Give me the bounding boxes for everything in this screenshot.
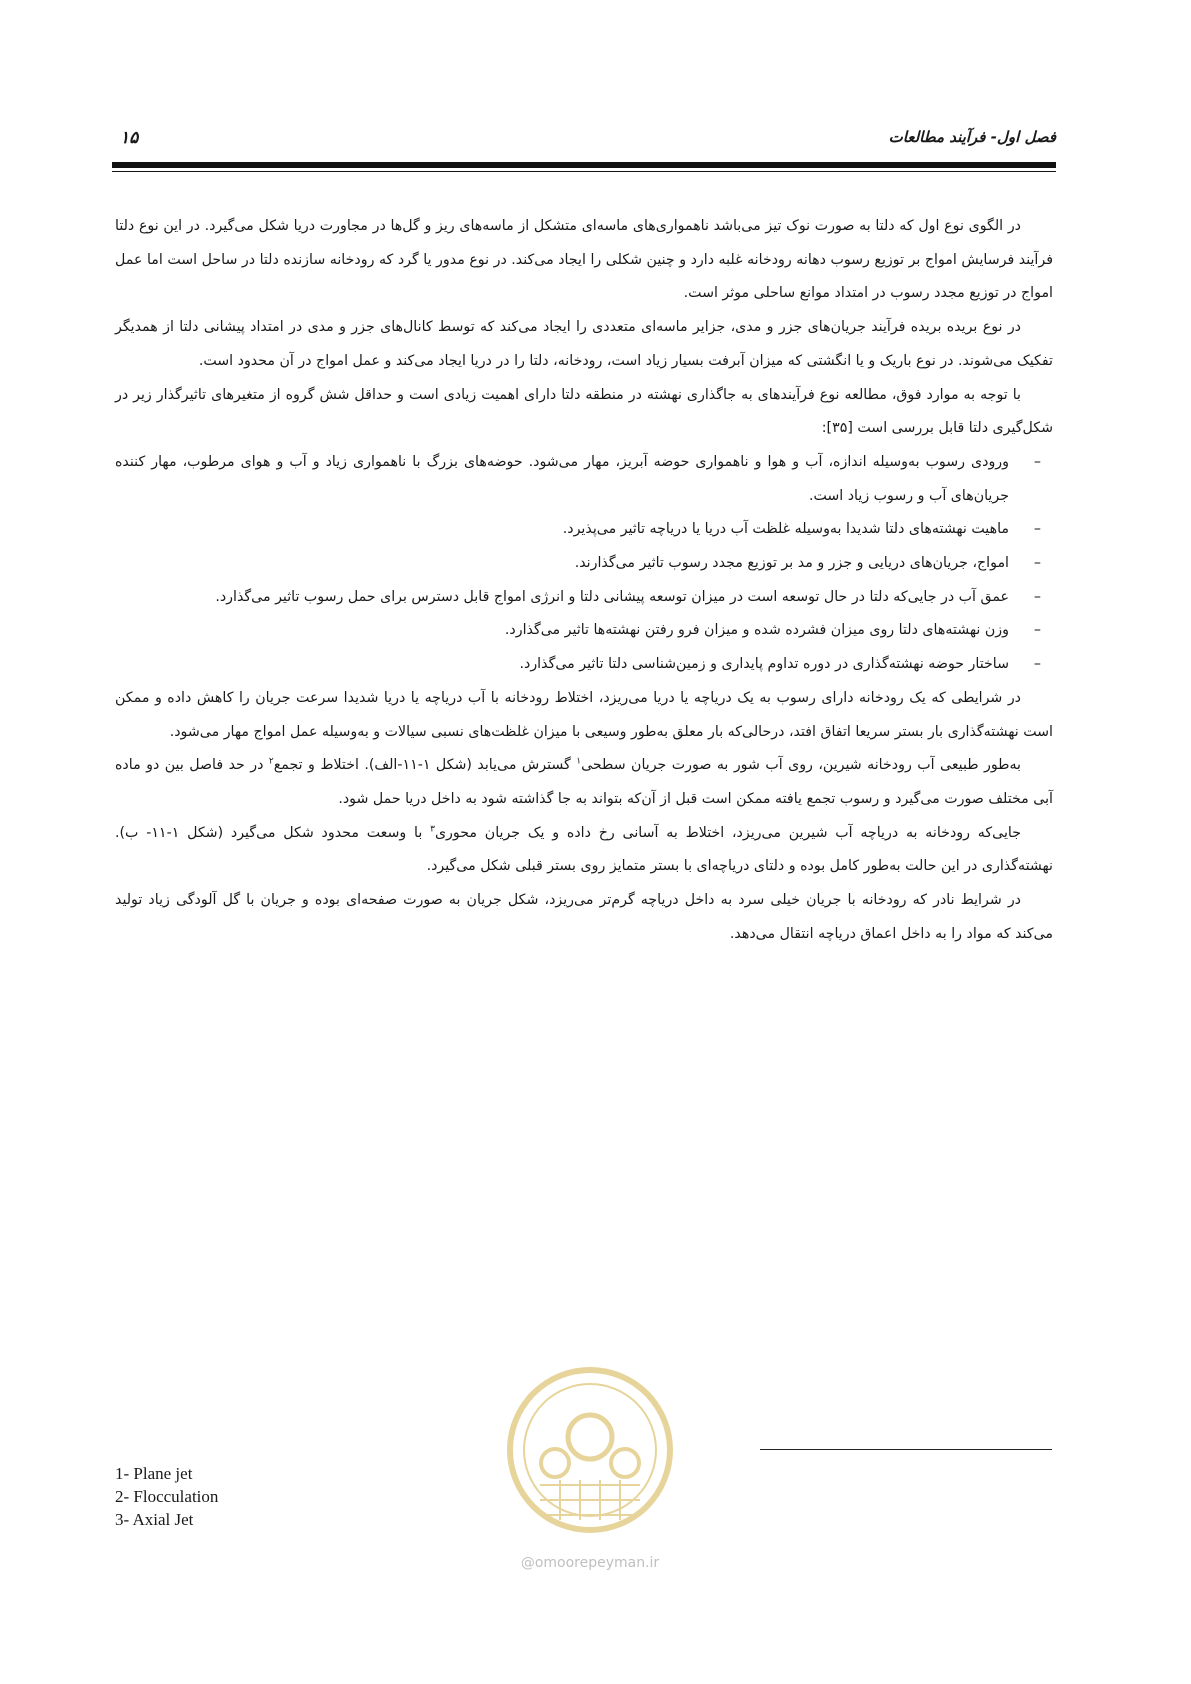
header-rule-thick	[112, 162, 1056, 168]
paragraph: در شرایط نادر که رودخانه با جریان خیلی سرد به داخل دریاچه گرم‌تر می‌ریزد، شکل جریان به صورت صفحه‌ای بوده و جریان با گل آلودگی زیاد تولید می‌کند که مواد را به داخل اعماق دریاچه انتقال می‌دهد.	[115, 892, 1053, 942]
footnote: 3- Axial Jet	[115, 1510, 194, 1529]
footnotes	[115, 1462, 218, 1531]
text-run: گسترش می‌یابد (شکل ۱-۱۱-الف). اختلاط و تجمع	[273, 757, 577, 774]
bullet-item	[115, 614, 1053, 648]
page-header	[112, 128, 1056, 164]
bullet-text: عمق آب در جایی‌که دلتا در حال توسعه است در میزان توسعه پیشانی دلتا و انرژی امواج قابل دسترس برای حمل رسوب تاثیر می‌گذارد.	[215, 588, 1009, 605]
bullet-item	[115, 648, 1053, 682]
paragraph: در نوع بریده بریده فرآیند جریان‌های جزر و مدی، جزایر ماسه‌ای متعددی را ایجاد می‌کند که توسط کانال‌های جزر و مدی در امتداد پیشانی دلتا از همدیگر تفکیک می‌شوند. در نوع باریک و یا انگشتی که میزان آبرفت بسیار زیاد است، رودخانه، دلتا را در دریا ایجاد می‌کند و عمل امواج در آن محدود است.	[115, 319, 1053, 369]
bullet-text: ورودی رسوب به‌وسیله اندازه، آب و هوا و ناهمواری حوضه آبریز، مهار می‌شود. حوضه‌های بزرگ با ناهمواری زیاد و آب و هوای مرطوب، مهار کننده جریان‌های آب و رسوب زیاد است.	[115, 453, 1009, 504]
bullet-text: وزن نهشته‌های دلتا روی میزان فشرده شده و میزان فرو رفتن نهشته‌ها تاثیر می‌گذارد.	[504, 622, 1009, 639]
text-run: با وسعت محدود شکل می‌گیرد (شکل ۱-۱۱- ب). نهشته‌گذاری در این حالت به‌طور کامل بوده و دلتای دریاچه‌ای با بستر متمایز روی بستر قبلی شکل می‌گیرد.	[115, 824, 1053, 875]
paragraph: در الگوی نوع اول که دلتا به صورت نوک تیز می‌باشد ناهمواری‌های ماسه‌ای متشکل از ماسه‌های ریز و گل‌ها در مجاورت دریا شکل می‌گیرد. در این نوع دلتا فرآیند فرسایش امواج بر توزیع رسوب دهانه رودخانه غلبه دارد و چنین شکلی را ایجاد می‌کند. در نوع مدور یا گرد که رودخانه سازنده دلتا در ساحل است اما عمل امواج در توزیع مجدد رسوب در امتداد موانع ساحلی موثر است.	[115, 218, 1053, 302]
footnote: 1- Plane jet	[115, 1464, 193, 1483]
dash-icon: –	[1033, 622, 1041, 639]
bullet-text: ساختار حوضه نهشته‌گذاری در دوره تداوم پایداری و زمین‌شناسی دلتا تاثیر می‌گذارد.	[519, 656, 1009, 673]
text-run: جایی‌که رودخانه به دریاچه آب شیرین می‌ریزد، اختلاط به آسانی رخ داده و یک جریان محوری	[434, 824, 1021, 841]
bullet-item	[115, 513, 1053, 547]
watermark-text: @omoorepeyman.ir	[520, 1555, 660, 1571]
header-rule-thin	[112, 171, 1056, 172]
paragraph: در شرایطی که یک رودخانه دارای رسوب به یک دریاچه یا دریا می‌ریزد، اختلاط رودخانه با آب دریاچه یا دریا شدیدا سرعت جریان را کاهش داده و ممکن است نهشته‌گذاری بار بستر سریعا اتفاق افتد، درحالی‌که بار معلق به‌طور وسیعی با میزان غلظت‌های نسبی سیالات و به‌وسیله عمل امواج مهار می‌شود.	[115, 689, 1053, 740]
paragraph: با توجه به موارد فوق، مطالعه نوع فرآیندهای به جاگذاری نهشته در منطقه دلتا دارای اهمیت زیادی است و حداقل شش گروه از متغیرهای تاثیرگذار زیر در شکل‌گیری دلتا قابل بررسی است [۳۵]:	[115, 386, 1053, 437]
text-run: در حد فاصل بین دو ماده آبی مختلف صورت می‌گیرد و رسوب تجمع یافته ممکن است قبل از آن‌که بتواند به جا گذاشته شود به داخل دریا حمل شود.	[115, 757, 1053, 807]
dash-icon: –	[1033, 588, 1041, 605]
dash-icon: –	[1033, 656, 1041, 673]
page-number: ۱۵	[120, 128, 139, 148]
footnote-ref: ۱	[576, 756, 582, 767]
paragraph	[115, 749, 1053, 816]
text-run: به‌طور طبیعی آب رودخانه شیرین، روی آب شور به صورت جریان سطحی	[581, 757, 1022, 774]
bullet-text: ماهیت نهشته‌های دلتا شدیدا به‌وسیله غلظت آب دریا یا دریاچه تاثیر می‌پذیرد.	[562, 521, 1009, 538]
paragraph	[115, 817, 1053, 884]
dash-icon: –	[1033, 521, 1041, 538]
footnote-ref: ۳	[430, 823, 435, 834]
bullet-text: امواج، جریان‌های دریایی و جزر و مد بر توزیع مجدد رسوب تاثیر می‌گذارند.	[574, 555, 1009, 572]
bullet-list	[115, 446, 1053, 682]
body-text	[115, 210, 1053, 951]
footnote-separator	[760, 1449, 1052, 1450]
footnote-ref: ۲	[268, 756, 274, 767]
dash-icon: –	[1033, 555, 1041, 572]
bullet-item	[115, 581, 1053, 615]
bullet-item	[115, 547, 1053, 581]
footnote: 2- Flocculation	[115, 1487, 219, 1506]
dash-icon: –	[1033, 453, 1041, 470]
watermark-logo	[500, 1355, 680, 1615]
seal-icon	[500, 1355, 680, 1555]
chapter-title: فصل اول- فرآیند مطالعات	[888, 128, 1056, 146]
bullet-item	[115, 446, 1053, 513]
